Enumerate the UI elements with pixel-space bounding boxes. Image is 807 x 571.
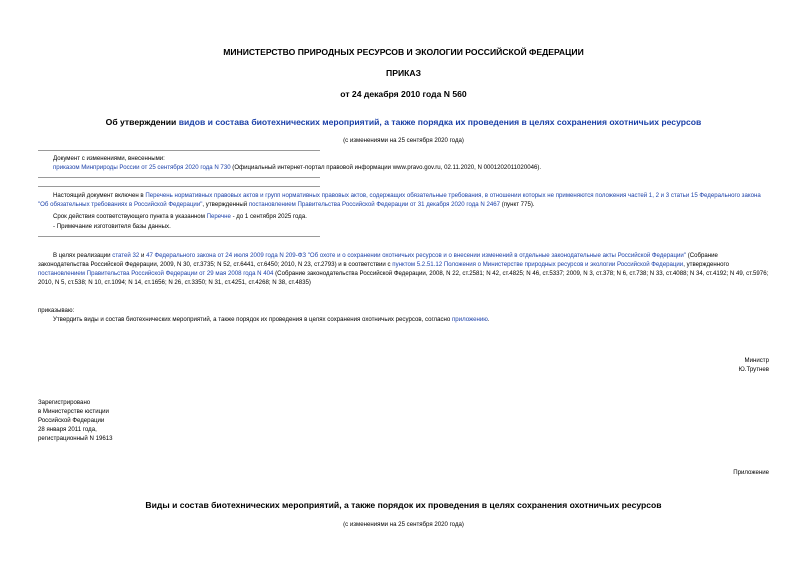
inclusion-paragraph: [38, 191, 769, 209]
appendix-title: Виды и состав биотехнических мероприятий, а также порядок их проведения в целях сохранения охотничьих ресурсов: [145, 500, 662, 510]
inclusion-text: (пункт 775).: [500, 201, 535, 209]
order-text: Утвердить виды и состав биотехнических мероприятий, а также порядок их проведения в целях сохранения охотничьих ресурсов, согласно: [53, 316, 452, 323]
registration-line: 28 января 2011 года,: [38, 426, 97, 434]
validity-text: Срок действия соответствующего пункта в указанном: [53, 213, 207, 220]
ministry-heading: МИНИСТЕРСТВО ПРИРОДНЫХ РЕСУРСОВ И ЭКОЛОГИИ РОССИЙСКОЙ ФЕДЕРАЦИИ: [223, 47, 584, 57]
inclusion-text: Настоящий документ включен в: [53, 192, 146, 199]
validity-text: - до 1 сентября 2025 года.: [230, 213, 307, 220]
divider: [38, 236, 320, 237]
validity-paragraph: [38, 212, 769, 221]
amendments-block: [53, 154, 769, 172]
exemption-list-link[interactable]: Перечень нормативных правовых актов и групп нормативных правовых актов, содержащих обязательные требования, в отношении которых не применяются положения частей 1, 2 и 3 статьи 15 Федерального закона "Об обязательных требованиях в Российской Федерации": [38, 192, 761, 209]
editor-note: - Примечание изготовителя базы данных.: [53, 223, 171, 230]
appendix-changes-note: (с изменениями на 25 сентября 2020 года): [343, 521, 464, 528]
changes-note: (с изменениями на 25 сентября 2020 года): [343, 137, 464, 144]
order-paragraph: [38, 315, 769, 324]
amendments-intro: Документ с изменениями, внесенными:: [53, 155, 165, 162]
preamble-paragraph: [38, 251, 769, 287]
amendment-source: (Официальный интернет-портал правовой информации www.pravo.gov.ru, 02.11.2020, N 0001202011020046).: [230, 164, 542, 172]
registration-block: [38, 398, 113, 443]
doc-title: [0, 117, 807, 127]
preamble-text: (Собрание законодательства Российской Федерации, 2009, N 30, ст.3735; N 52, ст.6441, ст.6450; 2010, N 23, ст.2793) и в соответствии с: [38, 252, 718, 269]
appendix-label: Приложение: [733, 469, 769, 476]
appendix-link[interactable]: приложению: [452, 316, 488, 323]
preamble-text: , утвержденного: [683, 261, 730, 269]
divider: [38, 177, 320, 178]
registration-line: в Министерстве юстиции: [38, 408, 109, 416]
divider: [38, 186, 320, 187]
registration-line: Зарегистрировано: [38, 399, 91, 406]
decree-404-link[interactable]: постановлением Правительства Российской Федерации от 29 мая 2008 года N 404: [38, 270, 274, 278]
federal-law-link[interactable]: 47 Федерального закона от 24 июля 2009 года N 209-ФЗ "Об охоте и о сохранении охотничьих ресурсов и о внесении изменений в отдельные законодательные акты Российской Федерации": [146, 252, 686, 259]
amendments-line: [53, 163, 769, 172]
government-decree-link[interactable]: постановлением Правительства Российской Федерации от 31 декабря 2020 года N 2467: [248, 201, 501, 209]
doc-title-link[interactable]: видов и состава биотехнических мероприятий, а также порядка их проведения в целях сохранения охотничьих ресурсов: [178, 117, 702, 127]
article-32-link[interactable]: статей 32: [112, 252, 140, 259]
divider: [38, 150, 320, 151]
preamble-text: (Собрание законодательства Российской Федерации, 2008, N 22, ст.2581; N 42, ст.4825; N 46, ст.5337; 2009, N 3, ст.378; N 6, ст.738; N 33, ст.4088; N 34, ст.4192; N 49, ст.5976; 2010, N 5, ст.538; N 10, ст.1094; N 14, ст.1656; N 26, ст.3350; N 31, ст.4251, ст.4268; N 38, ст.4835): [38, 270, 769, 287]
doc-date-heading: от 24 декабря 2010 года N 560: [340, 89, 467, 99]
registration-line: Российской Федерации: [38, 417, 105, 425]
registration-line: регистрационный N 19613: [38, 435, 113, 443]
list-link[interactable]: Перечне: [206, 213, 231, 220]
preamble-text: В целях реализации: [53, 252, 113, 259]
signatory-role: Министр: [744, 357, 769, 364]
doc-title-prefix: Об утверждении: [105, 117, 179, 127]
signature-block: [739, 356, 769, 374]
order-text: .: [487, 316, 490, 323]
regulation-link[interactable]: пунктом 5.2.51.12 Положения о Министерстве природных ресурсов и экологии Российской Федерации: [392, 261, 684, 269]
doc-type-heading: ПРИКАЗ: [386, 68, 421, 78]
preamble-text: и: [139, 252, 147, 259]
inclusion-text: , утвержденный: [202, 201, 249, 209]
order-word: приказываю:: [38, 307, 75, 314]
signatory-name: Ю.Трутнев: [738, 366, 769, 374]
amendment-order-link[interactable]: приказом Минприроды России от 25 сентября 2020 года N 730: [53, 164, 231, 172]
